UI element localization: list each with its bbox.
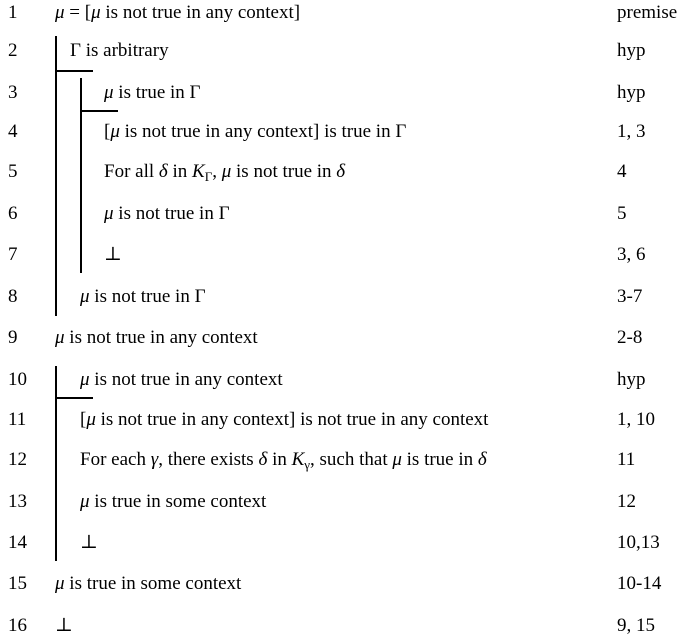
proof-line-13 — [0, 488, 685, 516]
line-number: 9 — [8, 327, 18, 348]
line-formula: μ = [μ is not true in any context] — [55, 2, 301, 23]
line-number: 13 — [8, 491, 27, 512]
proof-line-10 — [0, 366, 685, 394]
hypothesis-underline-10 — [55, 397, 93, 399]
line-formula: μ is not true in Γ — [80, 286, 206, 307]
line-number: 10 — [8, 369, 27, 390]
line-formula: For each γ, there exists δ in $K_\gamma$, such that μ is true in δ — [80, 449, 487, 472]
line-justification: 5 — [617, 203, 627, 224]
line-formula: ⊥ — [104, 244, 122, 265]
proof-line-5 — [0, 158, 685, 186]
line-justification: 11 — [617, 449, 636, 470]
line-number: 11 — [8, 409, 27, 430]
line-formula: ⊥ — [80, 532, 98, 553]
proof-line-7 — [0, 241, 685, 269]
proof-line-11 — [0, 406, 685, 434]
line-justification: 4 — [617, 161, 627, 182]
line-formula: μ is true in Γ — [104, 82, 201, 103]
line-justification: 10-14 — [617, 573, 662, 594]
proof-line-1 — [0, 0, 685, 27]
proof-line-12 — [0, 446, 685, 474]
line-number: 8 — [8, 286, 18, 307]
line-formula: μ is not true in any context — [80, 369, 283, 390]
line-justification: hyp — [617, 369, 646, 390]
line-formula: μ is true in some context — [80, 491, 267, 512]
line-number: 15 — [8, 573, 27, 594]
proof-line-15 — [0, 570, 685, 598]
line-justification: hyp — [617, 40, 646, 61]
line-formula: ⊥ — [55, 615, 73, 636]
line-justification: 1, 10 — [617, 409, 655, 430]
line-number: 16 — [8, 615, 27, 636]
proof-line-8 — [0, 283, 685, 311]
hypothesis-underline-2 — [55, 70, 93, 72]
line-number: 4 — [8, 121, 18, 142]
line-justification: 10,13 — [617, 532, 660, 553]
line-number: 6 — [8, 203, 18, 224]
proof-line-3 — [0, 79, 685, 107]
line-number: 5 — [8, 161, 18, 182]
proof-line-2 — [0, 37, 685, 65]
line-justification: hyp — [617, 82, 646, 103]
line-justification: 9, 15 — [617, 615, 655, 636]
line-formula: [μ is not true in any context] is not true in any context — [80, 409, 489, 430]
line-justification: 12 — [617, 491, 636, 512]
proof-line-9 — [0, 324, 685, 352]
line-formula: For all δ in $K_\Gamma$, μ is not true in δ — [104, 161, 346, 184]
proof-line-4 — [0, 118, 685, 146]
hypothesis-underline-3 — [80, 110, 118, 112]
line-justification: 3, 6 — [617, 244, 646, 265]
line-formula: Γ is arbitrary — [70, 40, 169, 61]
line-number: 7 — [8, 244, 18, 265]
proof-line-6 — [0, 200, 685, 228]
line-formula: μ is not true in Γ — [104, 203, 230, 224]
line-number: 14 — [8, 532, 27, 553]
line-justification: 1, 3 — [617, 121, 646, 142]
line-justification: premise — [617, 2, 678, 23]
line-formula: [μ is not true in any context] is true in Γ — [104, 121, 407, 142]
line-formula: μ is true in some context — [55, 573, 242, 594]
line-number: 2 — [8, 40, 18, 61]
line-formula: μ is not true in any context — [55, 327, 258, 348]
line-number: 12 — [8, 449, 27, 470]
line-justification: 3-7 — [617, 286, 643, 307]
line-number: 1 — [8, 2, 18, 23]
proof-line-14 — [0, 529, 685, 557]
line-number: 3 — [8, 82, 18, 103]
line-justification: 2-8 — [617, 327, 643, 348]
